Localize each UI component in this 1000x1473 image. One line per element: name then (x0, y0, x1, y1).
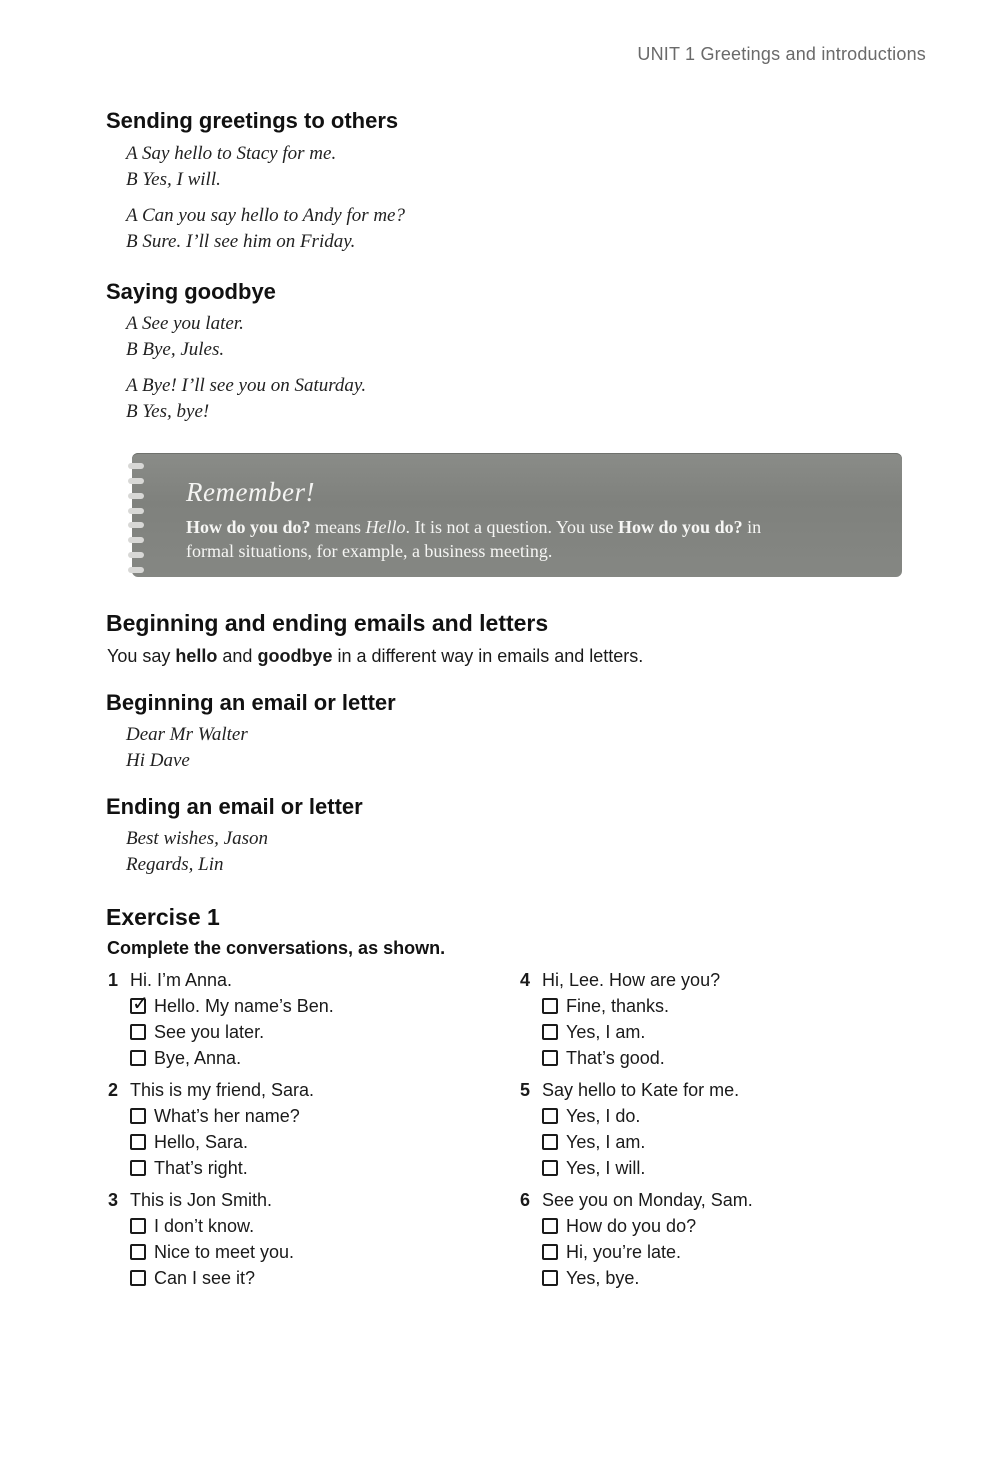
answer-option[interactable] (520, 1213, 880, 1239)
answer-option-label: How do you do? (566, 1215, 697, 1236)
checkbox-icon[interactable] (542, 1108, 558, 1124)
question-number: 1 (108, 969, 119, 990)
answer-option[interactable] (108, 1213, 468, 1239)
exercise-question-1 (108, 967, 468, 1071)
dialogue-goodbye-1 (126, 311, 244, 363)
dialogue-line: B Bye, Jules. (126, 339, 225, 360)
example-line: Best wishes, Jason (126, 828, 268, 849)
exercise-question-6 (520, 1187, 880, 1291)
exercise-column-right (520, 967, 880, 1297)
example-line: Dear Mr Walter (126, 724, 248, 745)
answer-option-label: Bye, Anna. (154, 1047, 242, 1068)
checkbox-icon[interactable] (542, 1218, 558, 1234)
heading-saying-goodbye: Saying goodbye (106, 279, 276, 304)
answer-option[interactable] (520, 1019, 880, 1045)
answer-option-label: That’s good. (566, 1047, 665, 1068)
answer-option-label: Yes, I am. (566, 1131, 646, 1152)
answer-option-label: Nice to meet you. (154, 1241, 295, 1262)
checkbox-icon[interactable] (542, 1244, 558, 1260)
exercise-question-2 (108, 1077, 468, 1181)
answer-option-label: Can I see it? (154, 1267, 256, 1288)
checked-checkbox-icon[interactable] (130, 998, 146, 1014)
answer-option[interactable] (108, 1239, 468, 1265)
remember-title: Remember! (186, 477, 315, 507)
answer-option-label: I don’t know. (154, 1215, 255, 1236)
checkbox-icon[interactable] (542, 1270, 558, 1286)
answer-option[interactable] (108, 993, 468, 1019)
answer-option[interactable] (520, 1045, 880, 1071)
answer-option-label: Yes, I will. (566, 1157, 646, 1178)
example-line: Regards, Lin (126, 854, 224, 875)
question-prompt: Hi. I’m Anna. (130, 969, 233, 990)
exercise-column-left (108, 967, 468, 1297)
dialogue-sending-1 (126, 141, 336, 193)
answer-option[interactable] (108, 1103, 468, 1129)
answer-option[interactable] (108, 1265, 468, 1291)
answer-option[interactable] (520, 1265, 880, 1291)
question-prompt: This is Jon Smith. (130, 1189, 273, 1210)
answer-option-label: Hello, Sara. (154, 1131, 249, 1152)
answer-option[interactable] (108, 1045, 468, 1071)
heading-emails-letters: Beginning and ending emails and letters (106, 610, 549, 636)
exercise-question-4 (520, 967, 880, 1071)
answer-option[interactable] (520, 993, 880, 1019)
answer-option[interactable] (520, 1103, 880, 1129)
dialogue-line: B Yes, bye! (126, 401, 210, 422)
exercise-question-5 (520, 1077, 880, 1181)
dialogue-line: B Yes, I will. (126, 169, 221, 190)
beginning-examples (126, 722, 248, 774)
question-prompt: Say hello to Kate for me. (542, 1079, 740, 1100)
checkbox-icon[interactable] (130, 1108, 146, 1124)
answer-option[interactable] (108, 1019, 468, 1045)
answer-option-label: What’s her name? (154, 1105, 300, 1126)
answer-option-label: Hi, you’re late. (566, 1241, 682, 1262)
answer-option[interactable] (108, 1155, 468, 1181)
emails-intro: You say hello and goodbye in a different way in emails and letters. (107, 646, 644, 666)
example-line: Hi Dave (126, 750, 190, 771)
checkbox-icon[interactable] (542, 1160, 558, 1176)
answer-option[interactable] (108, 1129, 468, 1155)
heading-ending-email: Ending an email or letter (106, 794, 363, 819)
checkbox-icon[interactable] (130, 1270, 146, 1286)
ending-examples (126, 826, 268, 878)
answer-option[interactable] (520, 1129, 880, 1155)
question-number: 2 (108, 1079, 119, 1100)
question-number: 6 (520, 1189, 531, 1210)
answer-option-label: Hello. My name’s Ben. (154, 995, 334, 1016)
checkbox-icon[interactable] (542, 998, 558, 1014)
dialogue-sending-2 (126, 203, 405, 255)
question-prompt: This is my friend, Sara. (130, 1079, 315, 1100)
heading-beginning-email: Beginning an email or letter (106, 690, 396, 715)
answer-option-label: See you later. (154, 1021, 265, 1042)
dialogue-line: B Sure. I’ll see him on Friday. (126, 231, 356, 252)
checkbox-icon[interactable] (130, 1134, 146, 1150)
heading-exercise-1: Exercise 1 (106, 904, 220, 930)
dialogue-goodbye-2 (126, 373, 366, 425)
heading-sending-greetings: Sending greetings to others (106, 108, 399, 133)
remember-text: How do you do? means Hello. It is not a question. You use How do you do? in formal situations, for example, a business meeting. (186, 517, 762, 561)
checkbox-icon[interactable] (130, 1050, 146, 1066)
checkbox-icon[interactable] (130, 1244, 146, 1260)
answer-option-label: Yes, bye. (566, 1267, 640, 1288)
checkbox-icon[interactable] (130, 1160, 146, 1176)
checkbox-icon[interactable] (542, 1024, 558, 1040)
running-head: UNIT 1 Greetings and introductions (637, 44, 926, 64)
dialogue-line: A Can you say hello to Andy for me? (126, 205, 405, 226)
answer-option-label: Yes, I am. (566, 1021, 646, 1042)
notepad-spiral-icon (128, 463, 146, 573)
checkbox-icon[interactable] (542, 1134, 558, 1150)
dialogue-line: A Say hello to Stacy for me. (126, 143, 337, 164)
dialogue-line: A See you later. (126, 313, 244, 334)
answer-option-label: That’s right. (154, 1157, 248, 1178)
question-number: 3 (108, 1189, 119, 1210)
remember-note-box (132, 453, 902, 577)
answer-option-label: Fine, thanks. (566, 995, 670, 1016)
answer-option-label: Yes, I do. (566, 1105, 641, 1126)
dialogue-line: A Bye! I’ll see you on Saturday. (126, 375, 367, 396)
checkbox-icon[interactable] (542, 1050, 558, 1066)
answer-option[interactable] (520, 1239, 880, 1265)
checkbox-icon[interactable] (130, 1024, 146, 1040)
exercise-instruction: Complete the conversations, as shown. (107, 938, 446, 958)
checkbox-icon[interactable] (130, 1218, 146, 1234)
exercise-question-3 (108, 1187, 468, 1291)
question-prompt: Hi, Lee. How are you? (542, 969, 721, 990)
question-number: 4 (520, 969, 531, 990)
question-prompt: See you on Monday, Sam. (542, 1189, 753, 1210)
question-number: 5 (520, 1079, 531, 1100)
answer-option[interactable] (520, 1155, 880, 1181)
